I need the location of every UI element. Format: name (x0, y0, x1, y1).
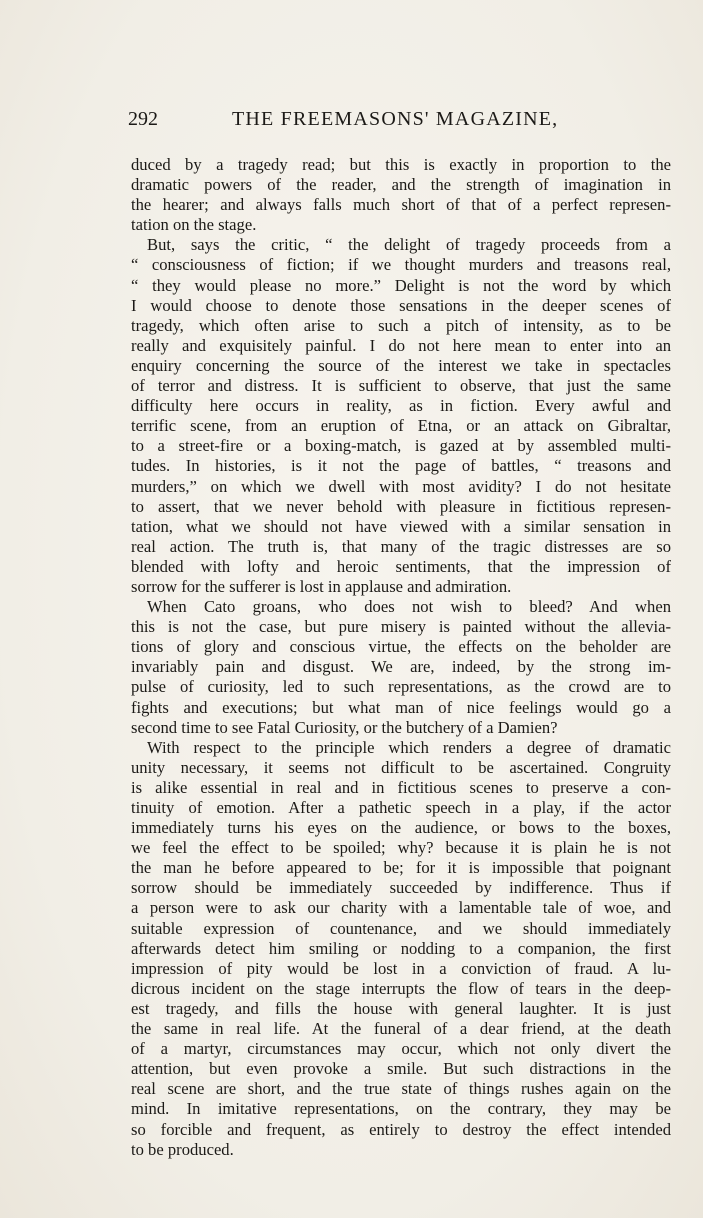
text-line: a person were to ask our charity with a lamentable tale of woe, and (131, 898, 671, 918)
text-line: sorrow for the sufferer is lost in applause and admiration. (131, 576, 512, 596)
text-line: dramatic powers of the reader, and the strength of imagination in (131, 175, 671, 195)
text-line: “ consciousness of fiction; if we thought murders and treasons real, (131, 255, 671, 275)
text-line: tation on the stage. (131, 215, 257, 235)
text-line: mind. In imitative representations, on the contrary, they may be (131, 1099, 671, 1119)
text-line: I would choose to denote those sensations in the deeper scenes of (131, 295, 671, 315)
text-line: of terror and distress. It is sufficient to observe, that just the same (131, 376, 671, 396)
text-line: impression of pity would be lost in a conviction of fraud. A lu- (131, 958, 671, 978)
text-line: When Cato groans, who does not wish to bleed? And when (147, 597, 671, 617)
text-line: terrific scene, from an eruption of Etna, or an attack on Gibraltar, (131, 416, 671, 436)
text-line: blended with lofty and heroic sentiments, that the impression of (131, 556, 671, 576)
body-text (131, 155, 671, 1160)
page-number: 292 (128, 108, 158, 130)
text-line: tudes. In histories, is it not the page of battles, “ treasons and (131, 456, 671, 476)
text-line: sorrow should be immediately succeeded by indifference. Thus if (131, 878, 671, 898)
text-line: dicrous incident on the stage interrupts the flow of tears in the deep- (131, 978, 671, 998)
text-line: we feel the effect to be spoiled; why? because it is plain he is not (131, 838, 671, 858)
running-title: THE FREEMASONS' MAGAZINE, (232, 108, 559, 130)
text-line: this is not the case, but pure misery is painted without the allevia- (131, 617, 671, 637)
text-line: tragedy, which often arise to such a pitch of intensity, as to be (131, 315, 671, 335)
text-line: tions of glory and conscious virtue, the effects on the beholder are (131, 637, 671, 657)
text-line: to a street-fire or a boxing-match, is gazed at by assembled multi- (131, 436, 671, 456)
text-line: attention, but even provoke a smile. But such distractions in the (131, 1059, 671, 1079)
text-line: to assert, that we never behold with pleasure in fictitious represen- (131, 496, 671, 516)
text-line: really and exquisitely painful. I do not here mean to enter into an (131, 335, 671, 355)
text-line: suitable expression of countenance, and we should immediately (131, 918, 671, 938)
text-line: unity necessary, it seems not difficult to be ascertained. Congruity (131, 757, 671, 777)
text-line: immediately turns his eyes on the audience, or bows to the boxes, (131, 818, 671, 838)
text-line: the same in real life. At the funeral of a dear friend, at the death (131, 1019, 671, 1039)
text-line: the man he before appeared to be; for it is impossible that poignant (131, 858, 671, 878)
text-line: tinuity of emotion. After a pathetic speech in a play, if the actor (131, 798, 671, 817)
text-line: pulse of curiosity, led to such representations, as the crowd are to (131, 677, 671, 697)
page-header (128, 108, 668, 138)
text-line: so forcible and frequent, as entirely to destroy the effect intended (131, 1119, 671, 1139)
text-line: real scene are short, and the true state of things rushes again on the (131, 1079, 671, 1099)
text-line: With respect to the principle which renders a degree of dramatic (147, 737, 671, 757)
text-line: the hearer; and always falls much short of that of a perfect represen- (131, 195, 671, 215)
text-line: est tragedy, and fills the house with general laughter. It is just (131, 998, 671, 1018)
text-line: real action. The truth is, that many of the tragic distresses are so (131, 536, 671, 556)
text-line: afterwards detect him smiling or nodding to a companion, the first (131, 938, 671, 958)
text-line: murders,” on which we dwell with most avidity? I do not hesitate (131, 476, 671, 496)
text-line: of a martyr, circumstances may occur, which not only divert the (131, 1039, 671, 1059)
text-line: second time to see Fatal Curiosity, or the butchery of a Damien? (131, 717, 558, 737)
text-line: duced by a tragedy read; but this is exactly in proportion to the (131, 155, 671, 174)
text-line: tation, what we should not have viewed with a similar sensation in (131, 516, 671, 536)
text-line: invariably pain and disgust. We are, indeed, by the strong im- (131, 657, 671, 677)
text-line: enquiry concerning the source of the interest we take in spectacles (131, 355, 671, 375)
text-line: difficulty here occurs in reality, as in fiction. Every awful and (131, 396, 671, 416)
text-line: fights and executions; but what man of nice feelings would go a (131, 697, 671, 717)
text-line: “ they would please no more.” Delight is not the word by which (131, 275, 671, 295)
text-line: is alike essential in real and in fictitious scenes to preserve a con- (131, 777, 671, 797)
text-line: to be produced. (131, 1139, 234, 1159)
text-line: But, says the critic, “ the delight of tragedy proceeds from a (147, 235, 671, 255)
